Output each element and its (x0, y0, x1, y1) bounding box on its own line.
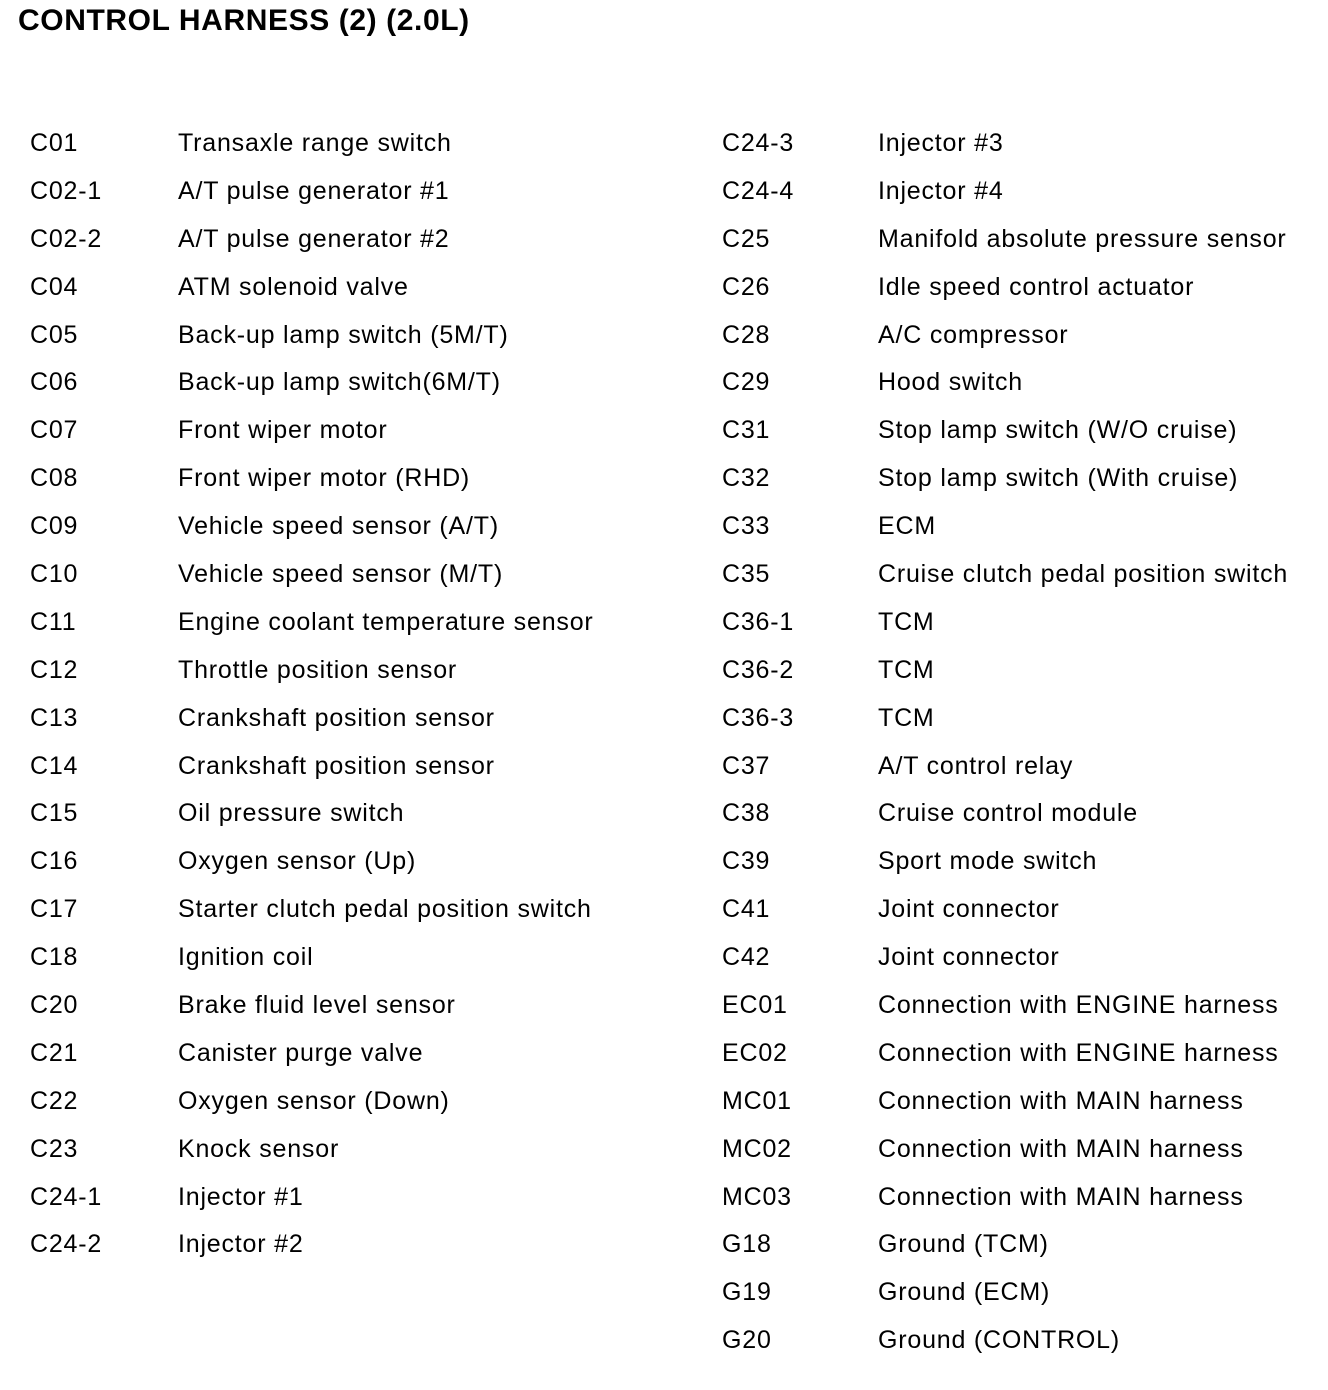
connector-description: TCM (878, 703, 935, 732)
connector-code: C31 (722, 416, 771, 445)
connector-description: Manifold absolute pressure sensor (878, 224, 1287, 253)
connector-description: Cruise clutch pedal position switch (878, 560, 1289, 589)
connector-description: Vehicle speed sensor (A/T) (178, 512, 499, 541)
connector-row (30, 1030, 690, 1078)
connector-code: C10 (30, 560, 79, 589)
connector-row (722, 1317, 1322, 1365)
connector-description: Cruise control module (878, 799, 1138, 828)
connector-description: Back-up lamp switch (5M/T) (178, 320, 509, 349)
connector-code: G20 (722, 1326, 772, 1355)
connector-description: Injector #3 (878, 129, 1004, 157)
connector-row (30, 407, 690, 455)
connector-row (722, 743, 1322, 791)
connector-row (30, 886, 690, 934)
connector-code: EC02 (722, 1038, 788, 1067)
connector-row (722, 503, 1322, 551)
connector-description: Connection with ENGINE harness (878, 991, 1279, 1020)
connector-code: C24-2 (30, 1230, 103, 1259)
connector-code: C36-2 (722, 655, 795, 684)
connector-row (722, 1078, 1322, 1126)
connector-row (30, 1221, 690, 1269)
connector-row (722, 216, 1322, 264)
connector-code: C08 (30, 464, 79, 493)
connector-row (30, 982, 690, 1030)
connector-code: C25 (722, 224, 771, 253)
connector-description: Connection with MAIN harness (878, 1086, 1244, 1115)
connector-description: Sport mode switch (878, 847, 1098, 876)
connector-row (722, 264, 1322, 312)
connector-code: C33 (722, 512, 771, 541)
connector-code: C18 (30, 943, 79, 972)
connector-code: MC01 (722, 1086, 792, 1115)
connector-code: C24-3 (722, 129, 795, 157)
connector-description: A/T pulse generator #1 (178, 176, 450, 205)
connector-description: Vehicle speed sensor (M/T) (178, 560, 504, 589)
connector-code: MC02 (722, 1134, 792, 1163)
connector-row (722, 1126, 1322, 1174)
left-connector-list (30, 120, 690, 1269)
connector-description: Injector #4 (878, 176, 1004, 205)
connector-description: Injector #1 (178, 1182, 304, 1211)
connector-code: C35 (722, 560, 771, 589)
connector-description: Front wiper motor (RHD) (178, 464, 471, 493)
connector-code: C24-4 (722, 176, 795, 205)
connector-code: C13 (30, 703, 79, 732)
connector-row (722, 455, 1322, 503)
connector-code: EC01 (722, 991, 788, 1020)
connector-row (30, 1126, 690, 1174)
connector-row (30, 168, 690, 216)
connector-row (30, 1078, 690, 1126)
connector-row (722, 1269, 1322, 1317)
connector-row (722, 1174, 1322, 1222)
connector-description: Canister purge valve (178, 1038, 424, 1067)
connector-row (722, 790, 1322, 838)
connector-row (30, 838, 690, 886)
connector-row (722, 599, 1322, 647)
connector-row (722, 838, 1322, 886)
connector-description: Front wiper motor (178, 416, 388, 445)
connector-row (30, 120, 690, 168)
connector-row (30, 359, 690, 407)
connector-code: C23 (30, 1134, 79, 1163)
connector-row (722, 551, 1322, 599)
connector-row (722, 407, 1322, 455)
connector-code: G19 (722, 1278, 772, 1307)
connector-code: MC03 (722, 1182, 792, 1211)
connector-row (722, 168, 1322, 216)
connector-code: C42 (722, 943, 771, 972)
page-title: CONTROL HARNESS (2) (2.0L) (18, 4, 470, 37)
connector-code: C36-3 (722, 703, 795, 732)
connector-description: Crankshaft position sensor (178, 751, 495, 780)
connector-row (722, 982, 1322, 1030)
connector-row (722, 934, 1322, 982)
connector-description: Connection with MAIN harness (878, 1134, 1244, 1163)
connector-description: Starter clutch pedal position switch (178, 895, 592, 924)
connector-row (722, 1221, 1322, 1269)
connector-row (30, 264, 690, 312)
connector-code: C07 (30, 416, 79, 445)
connector-description: Joint connector (878, 895, 1060, 924)
connector-row (30, 1174, 690, 1222)
connector-row (30, 216, 690, 264)
connector-row (30, 743, 690, 791)
connector-code: C11 (30, 607, 77, 636)
connector-code: C09 (30, 512, 79, 541)
connector-description: Ground (CONTROL) (878, 1326, 1121, 1355)
connector-description: TCM (878, 607, 935, 636)
connector-description: Connection with MAIN harness (878, 1182, 1244, 1211)
connector-row (722, 695, 1322, 743)
connector-code: C02-2 (30, 224, 103, 253)
connector-description: Ground (ECM) (878, 1278, 1051, 1307)
connector-description: Back-up lamp switch(6M/T) (178, 368, 501, 397)
connector-description: Ground (TCM) (878, 1230, 1049, 1259)
connector-code: C41 (722, 895, 771, 924)
connector-row (722, 312, 1322, 360)
connector-code: C22 (30, 1086, 79, 1115)
connector-code: C32 (722, 464, 771, 493)
connector-description: Oxygen sensor (Up) (178, 847, 417, 876)
connector-code: C01 (30, 129, 79, 157)
connector-description: Knock sensor (178, 1134, 340, 1163)
connector-code: C38 (722, 799, 771, 828)
connector-code: C29 (722, 368, 771, 397)
connector-description: Crankshaft position sensor (178, 703, 495, 732)
connector-code: C15 (30, 799, 79, 828)
connector-code: G18 (722, 1230, 772, 1259)
connector-description: A/T pulse generator #2 (178, 224, 450, 253)
connector-description: A/C compressor (878, 320, 1069, 349)
connector-description: Injector #2 (178, 1230, 304, 1259)
connector-code: C14 (30, 751, 79, 780)
connector-code: C02-1 (30, 176, 103, 205)
connector-row (30, 599, 690, 647)
connector-code: C28 (722, 320, 771, 349)
connector-description: ECM (878, 512, 936, 541)
connector-code: C26 (722, 272, 771, 301)
connector-description: Joint connector (878, 943, 1060, 972)
connector-row (722, 886, 1322, 934)
connector-code: C16 (30, 847, 79, 876)
right-connector-list (722, 120, 1322, 1365)
connector-code: C24-1 (30, 1182, 103, 1211)
connector-description: Throttle position sensor (178, 655, 458, 684)
connector-code: C17 (30, 895, 79, 924)
connector-description: Oxygen sensor (Down) (178, 1086, 450, 1115)
connector-description: Oil pressure switch (178, 799, 405, 828)
connector-row (30, 455, 690, 503)
connector-code: C39 (722, 847, 771, 876)
connector-description: Ignition coil (178, 943, 314, 972)
connector-row (30, 695, 690, 743)
connector-row (30, 647, 690, 695)
connector-row (722, 647, 1322, 695)
connector-description: Stop lamp switch (With cruise) (878, 464, 1239, 493)
connector-row (30, 503, 690, 551)
connector-row (30, 934, 690, 982)
connector-row (30, 790, 690, 838)
connector-description: ATM solenoid valve (178, 272, 409, 301)
connector-description: Engine coolant temperature sensor (178, 607, 594, 636)
connector-code: C37 (722, 751, 771, 780)
connector-description: Transaxle range switch (178, 129, 452, 157)
connector-description: Idle speed control actuator (878, 272, 1195, 301)
connector-code: C36-1 (722, 607, 795, 636)
connector-description: Connection with ENGINE harness (878, 1038, 1279, 1067)
connector-description: A/T control relay (878, 751, 1074, 780)
connector-description: Brake fluid level sensor (178, 991, 456, 1020)
connector-description: Hood switch (878, 368, 1023, 397)
connector-row (30, 312, 690, 360)
connector-code: C05 (30, 320, 79, 349)
connector-code: C21 (30, 1038, 79, 1067)
connector-row (722, 120, 1322, 168)
connector-description: Stop lamp switch (W/O cruise) (878, 416, 1238, 445)
connector-row (30, 551, 690, 599)
connector-code: C12 (30, 655, 79, 684)
connector-code: C06 (30, 368, 79, 397)
connector-row (722, 359, 1322, 407)
connector-code: C20 (30, 991, 79, 1020)
connector-code: C04 (30, 272, 79, 301)
connector-row (722, 1030, 1322, 1078)
connector-description: TCM (878, 655, 935, 684)
